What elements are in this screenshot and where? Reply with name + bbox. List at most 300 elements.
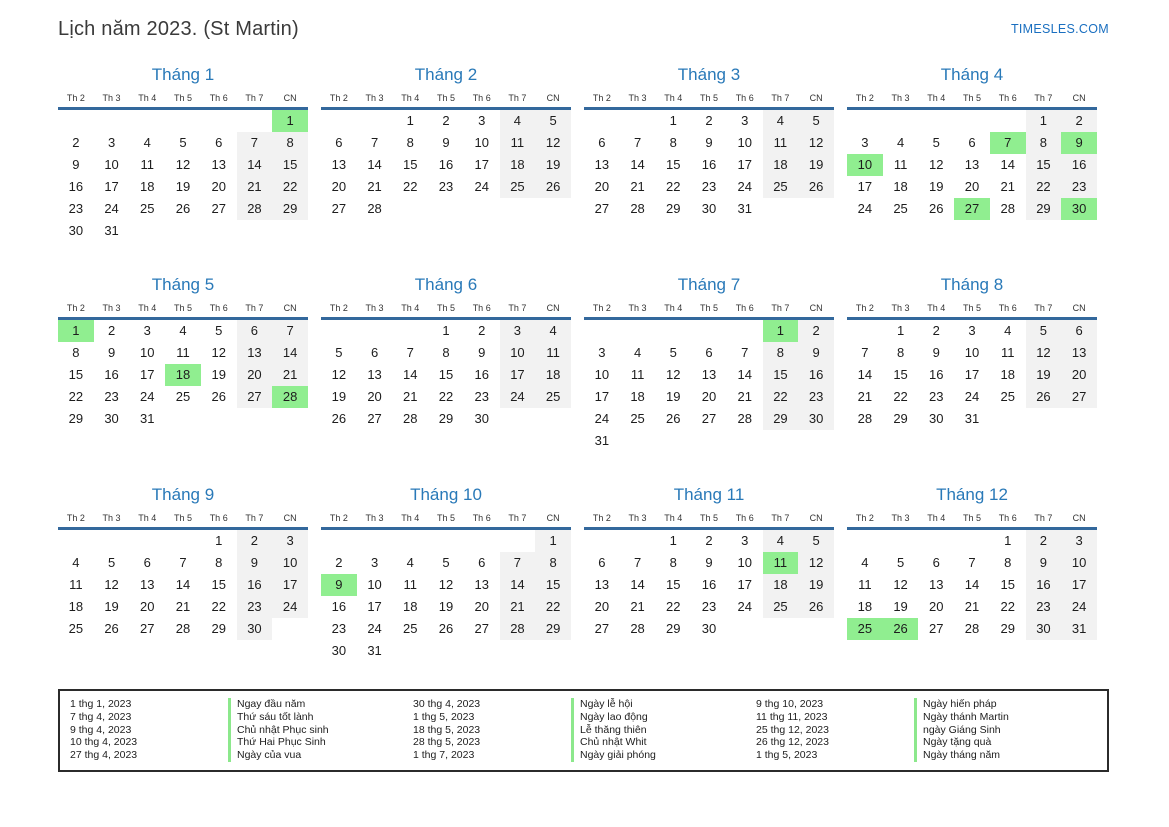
legend-date: 30 thg 4, 2023 xyxy=(413,698,481,710)
weekday-label: Th 7 xyxy=(771,513,790,523)
day-cell: 25 xyxy=(500,176,536,198)
month-days xyxy=(847,320,1097,430)
day-cell: 28 xyxy=(630,201,645,216)
weekday-label: Th 3 xyxy=(365,303,384,313)
day-cell xyxy=(392,320,428,342)
day-cell: 28 xyxy=(630,621,645,636)
day-cell: 4 xyxy=(72,555,80,570)
day-cell: 16 xyxy=(1026,574,1062,596)
weekday-label: Th 3 xyxy=(365,93,384,103)
weekday-label: Th 3 xyxy=(891,513,910,523)
weekday-label: Th 4 xyxy=(927,93,946,103)
weekday-label: Th 5 xyxy=(962,303,981,313)
day-cell xyxy=(954,530,990,552)
weekday-label: Th 6 xyxy=(735,303,754,313)
day-cell: 23 xyxy=(798,386,834,408)
day-cell: 12 xyxy=(798,552,834,574)
day-cell: 28 xyxy=(500,618,536,640)
day-cell: 9 xyxy=(932,345,940,360)
day-cell: 13 xyxy=(237,342,273,364)
day-cell: 21 xyxy=(1000,179,1015,194)
month-title: Tháng 1 xyxy=(151,65,215,84)
month-block xyxy=(58,65,308,242)
day-cell: 7 xyxy=(272,320,308,342)
day-cell: 19 xyxy=(535,154,571,176)
weekday-label: Th 6 xyxy=(998,303,1017,313)
month-block xyxy=(321,275,571,430)
day-cell: 16 xyxy=(1061,154,1097,176)
day-cell: 14 xyxy=(403,367,418,382)
day-cell: 7 xyxy=(406,345,414,360)
legend-dates-column xyxy=(413,698,571,762)
day-cell: 24 xyxy=(1061,596,1097,618)
day-cell: 14 xyxy=(630,577,645,592)
day-cell: 22 xyxy=(666,179,681,194)
day-cell xyxy=(620,530,656,552)
weekday-label: Th 6 xyxy=(998,513,1017,523)
day-cell: 3 xyxy=(370,555,379,570)
legend-label: Chủ nhật Phục sinh xyxy=(228,724,413,737)
day-cell: 1 xyxy=(272,110,308,132)
day-cell: 14 xyxy=(500,574,536,596)
day-cell: 3 xyxy=(741,533,749,548)
day-cell: 24 xyxy=(474,179,489,194)
month-days xyxy=(321,530,571,662)
weekday-label: Th 5 xyxy=(699,93,718,103)
day-cell: 25 xyxy=(763,176,799,198)
day-cell: 16 xyxy=(474,367,489,382)
day-cell: 8 xyxy=(272,132,308,154)
day-cell: 15 xyxy=(211,577,226,592)
day-cell: 7 xyxy=(990,132,1026,154)
weekday-label: Th 5 xyxy=(962,513,981,523)
weekday-label: Th 7 xyxy=(1034,93,1053,103)
legend-label: Ngày lao động xyxy=(571,711,756,724)
day-cell: 6 xyxy=(968,135,976,150)
day-cell: 27 xyxy=(594,201,610,216)
day-cell: 24 xyxy=(367,621,382,636)
day-cell: 10 xyxy=(104,157,119,172)
day-cell: 7 xyxy=(370,135,379,150)
weekday-label: Th 2 xyxy=(66,513,85,523)
day-cell xyxy=(357,110,393,132)
day-cell: 24 xyxy=(737,179,752,194)
day-cell xyxy=(584,110,620,132)
day-cell: 17 xyxy=(964,367,980,382)
day-cell: 17 xyxy=(594,389,610,404)
day-cell xyxy=(272,408,308,430)
day-cell xyxy=(883,530,919,552)
day-cell: 10 xyxy=(737,555,752,570)
day-cell xyxy=(94,530,130,552)
legend-date: 28 thg 5, 2023 xyxy=(413,736,481,749)
day-cell: 21 xyxy=(630,599,645,614)
day-cell: 10 xyxy=(140,345,155,360)
weekday-label: Th 2 xyxy=(592,303,611,313)
month-block xyxy=(847,485,1097,640)
weekday-label: Th 3 xyxy=(365,513,384,523)
day-cell: 14 xyxy=(1000,157,1015,172)
day-cell: 13 xyxy=(331,157,347,172)
day-cell: 19 xyxy=(438,599,454,614)
day-cell: 31 xyxy=(1061,618,1097,640)
day-cell: 8 xyxy=(669,555,677,570)
topbar xyxy=(58,18,1109,41)
month-days xyxy=(847,530,1097,640)
day-cell: 16 xyxy=(701,157,717,172)
day-cell: 9 xyxy=(705,555,713,570)
day-cell: 28 xyxy=(367,201,382,216)
day-cell: 29 xyxy=(1026,198,1062,220)
day-cell xyxy=(847,530,883,552)
day-cell: 15 xyxy=(272,154,308,176)
day-cell xyxy=(1061,408,1097,430)
weekday-label: Th 5 xyxy=(173,93,192,103)
day-cell: 2 xyxy=(107,323,116,338)
day-cell: 7 xyxy=(968,555,976,570)
legend-date: 10 thg 4, 2023 xyxy=(70,736,138,749)
weekday-label: Th 4 xyxy=(664,303,683,313)
legend-label: Ngày tháng năm xyxy=(914,749,1099,762)
day-cell: 18 xyxy=(857,599,873,614)
day-cell xyxy=(237,110,273,132)
weekday-label: Th 3 xyxy=(102,303,121,313)
day-cell: 26 xyxy=(883,618,919,640)
weekday-label: Th 7 xyxy=(508,93,527,103)
day-cell: 3 xyxy=(500,320,536,342)
day-cell xyxy=(763,618,799,640)
month-days xyxy=(58,530,308,640)
day-cell: 18 xyxy=(140,179,155,194)
day-cell: 8 xyxy=(215,555,223,570)
day-cell: 14 xyxy=(630,157,645,172)
day-cell: 29 xyxy=(763,408,799,430)
weekday-label: Th 7 xyxy=(245,513,264,523)
day-cell: 22 xyxy=(1026,176,1062,198)
legend-labels-column xyxy=(228,698,413,762)
day-cell: 22 xyxy=(535,596,571,618)
weekday-label: CN xyxy=(1072,513,1086,523)
day-cell: 26 xyxy=(535,176,571,198)
month-block xyxy=(584,65,834,220)
day-cell: 20 xyxy=(594,179,610,194)
day-cell: 18 xyxy=(763,154,799,176)
legend-group xyxy=(413,698,756,762)
day-cell: 2 xyxy=(1026,530,1062,552)
day-cell: 30 xyxy=(104,411,119,426)
day-cell xyxy=(392,198,428,220)
weekday-label: Th 3 xyxy=(891,303,910,313)
weekday-label: Th 3 xyxy=(102,513,121,523)
weekday-label: Th 5 xyxy=(173,513,192,523)
legend-group xyxy=(70,698,413,762)
day-cell: 7 xyxy=(179,555,187,570)
month-days xyxy=(847,110,1097,220)
day-cell: 21 xyxy=(964,599,980,614)
weekday-label: Th 2 xyxy=(66,93,85,103)
day-cell: 18 xyxy=(165,364,201,386)
day-cell: 31 xyxy=(104,223,119,238)
weekday-label: Th 3 xyxy=(102,93,121,103)
day-cell xyxy=(129,110,165,132)
weekday-label: Th 2 xyxy=(855,303,874,313)
day-cell: 4 xyxy=(763,530,799,552)
legend-group xyxy=(756,698,1099,762)
day-cell: 25 xyxy=(68,621,84,636)
legend-date: 1 thg 1, 2023 xyxy=(70,698,132,710)
day-cell: 5 xyxy=(798,530,834,552)
day-cell: 19 xyxy=(175,179,191,194)
weekday-label: Th 6 xyxy=(209,93,228,103)
day-cell: 25 xyxy=(630,411,645,426)
day-cell: 27 xyxy=(140,621,155,636)
month-title: Tháng 6 xyxy=(414,275,478,294)
day-cell: 12 xyxy=(666,367,681,382)
day-cell xyxy=(272,220,308,242)
weekday-label: CN xyxy=(1072,303,1086,313)
day-cell xyxy=(990,408,1026,430)
day-cell: 4 xyxy=(861,555,869,570)
day-cell: 4 xyxy=(406,555,414,570)
month-days xyxy=(58,110,308,242)
day-cell: 28 xyxy=(1000,201,1015,216)
day-cell: 28 xyxy=(175,621,191,636)
day-cell: 26 xyxy=(438,621,454,636)
weekday-row xyxy=(321,513,571,530)
legend-dates-column xyxy=(756,698,914,762)
day-cell: 11 xyxy=(630,367,645,382)
day-cell: 20 xyxy=(367,389,382,404)
day-cell: 29 xyxy=(666,621,681,636)
day-cell: 10 xyxy=(847,154,883,176)
day-cell: 5 xyxy=(107,555,116,570)
weekday-row xyxy=(847,93,1097,110)
day-cell: 16 xyxy=(438,157,454,172)
day-cell: 1 xyxy=(669,113,677,128)
day-cell: 24 xyxy=(104,201,119,216)
day-cell xyxy=(464,198,500,220)
weekday-label: CN xyxy=(546,303,560,313)
day-cell: 26 xyxy=(104,621,119,636)
day-cell: 17 xyxy=(737,157,752,172)
month-title: Tháng 7 xyxy=(677,275,741,294)
weekday-row xyxy=(58,303,308,320)
month-days xyxy=(321,110,571,220)
day-cell: 29 xyxy=(272,198,308,220)
weekday-label: Th 3 xyxy=(628,303,647,313)
weekday-label: Th 4 xyxy=(401,513,420,523)
weekday-label: Th 7 xyxy=(508,513,527,523)
day-cell: 29 xyxy=(68,411,84,426)
day-cell: 21 xyxy=(367,179,382,194)
day-cell xyxy=(691,320,727,342)
day-cell: 23 xyxy=(701,179,717,194)
day-cell: 30 xyxy=(701,201,717,216)
day-cell: 11 xyxy=(176,345,190,360)
day-cell: 13 xyxy=(367,367,382,382)
day-cell: 21 xyxy=(630,179,645,194)
day-cell: 5 xyxy=(215,323,223,338)
day-cell: 25 xyxy=(847,618,883,640)
day-cell: 22 xyxy=(893,389,908,404)
day-cell: 21 xyxy=(175,599,191,614)
day-cell: 26 xyxy=(175,201,191,216)
weekday-label: CN xyxy=(283,513,297,523)
day-cell: 29 xyxy=(893,411,908,426)
day-cell: 26 xyxy=(666,411,681,426)
weekday-label: Th 2 xyxy=(855,513,874,523)
day-cell: 4 xyxy=(500,110,536,132)
day-cell: 22 xyxy=(68,389,84,404)
day-cell xyxy=(165,530,201,552)
day-cell: 8 xyxy=(535,552,571,574)
weekday-row xyxy=(58,513,308,530)
day-cell: 1 xyxy=(1004,533,1012,548)
day-cell: 31 xyxy=(737,201,752,216)
month-title: Tháng 2 xyxy=(414,65,478,84)
day-cell: 14 xyxy=(237,154,273,176)
legend-date: 1 thg 7, 2023 xyxy=(413,749,475,762)
day-cell: 21 xyxy=(403,389,418,404)
day-cell: 28 xyxy=(737,411,752,426)
day-cell: 1 xyxy=(763,320,799,342)
day-cell: 5 xyxy=(669,345,677,360)
day-cell: 12 xyxy=(1026,342,1062,364)
day-cell: 10 xyxy=(500,342,536,364)
day-cell: 8 xyxy=(669,135,677,150)
day-cell: 25 xyxy=(535,386,571,408)
day-cell: 20 xyxy=(474,599,489,614)
day-cell: 11 xyxy=(1000,345,1015,360)
weekday-row xyxy=(584,303,834,320)
day-cell: 9 xyxy=(798,342,834,364)
day-cell xyxy=(464,640,500,662)
day-cell: 1 xyxy=(535,530,571,552)
page-title: Lịch năm 2023. (St Martin) xyxy=(58,18,299,40)
day-cell: 16 xyxy=(798,364,834,386)
day-cell: 24 xyxy=(594,411,610,426)
weekday-label: Th 7 xyxy=(245,303,264,313)
legend-label: Thứ Hai Phục Sinh xyxy=(228,736,413,749)
day-cell xyxy=(165,220,201,242)
day-cell xyxy=(584,530,620,552)
day-cell: 12 xyxy=(798,132,834,154)
day-cell: 9 xyxy=(478,345,486,360)
day-cell: 21 xyxy=(237,176,273,198)
day-cell: 30 xyxy=(1026,618,1062,640)
day-cell: 11 xyxy=(763,132,799,154)
day-cell: 25 xyxy=(175,389,191,404)
legend-label: Lễ thăng thiên xyxy=(571,724,756,737)
day-cell: 25 xyxy=(140,201,155,216)
day-cell: 28 xyxy=(237,198,273,220)
weekday-label: Th 4 xyxy=(927,513,946,523)
day-cell: 26 xyxy=(798,596,834,618)
weekday-row xyxy=(321,303,571,320)
day-cell xyxy=(847,110,883,132)
day-cell: 7 xyxy=(633,135,642,150)
day-cell: 18 xyxy=(763,574,799,596)
weekday-label: Th 7 xyxy=(1034,303,1053,313)
day-cell xyxy=(1026,408,1062,430)
day-cell: 12 xyxy=(535,132,571,154)
weekday-row xyxy=(321,93,571,110)
day-cell: 25 xyxy=(763,596,799,618)
day-cell xyxy=(464,530,500,552)
day-cell: 10 xyxy=(272,552,308,574)
month-title: Tháng 9 xyxy=(151,485,215,504)
day-cell: 7 xyxy=(237,132,273,154)
day-cell: 28 xyxy=(272,386,308,408)
day-cell: 27 xyxy=(1061,386,1097,408)
day-cell: 19 xyxy=(666,389,681,404)
legend-dates-column xyxy=(70,698,228,762)
day-cell: 2 xyxy=(705,533,713,548)
weekday-label: Th 6 xyxy=(735,93,754,103)
day-cell xyxy=(954,110,990,132)
day-cell: 19 xyxy=(893,599,908,614)
day-cell: 3 xyxy=(861,135,869,150)
site-link[interactable]: TIMESLES.COM xyxy=(1010,22,1109,36)
day-cell: 30 xyxy=(331,643,347,658)
day-cell: 28 xyxy=(403,411,418,426)
day-cell xyxy=(392,640,428,662)
weekday-label: Th 4 xyxy=(138,303,157,313)
day-cell: 12 xyxy=(893,577,908,592)
day-cell: 10 xyxy=(594,367,610,382)
day-cell: 30 xyxy=(474,411,489,426)
weekday-label: Th 5 xyxy=(436,303,455,313)
weekday-label: Th 4 xyxy=(138,513,157,523)
day-cell: 20 xyxy=(1061,364,1097,386)
day-cell: 18 xyxy=(403,599,418,614)
day-cell: 15 xyxy=(666,157,681,172)
day-cell: 6 xyxy=(932,555,940,570)
day-cell: 2 xyxy=(335,555,343,570)
day-cell xyxy=(883,110,919,132)
day-cell: 12 xyxy=(929,157,944,172)
month-block xyxy=(584,275,834,452)
month-block xyxy=(584,485,834,640)
day-cell xyxy=(584,320,620,342)
weekday-label: Th 6 xyxy=(998,93,1017,103)
day-cell: 3 xyxy=(272,530,308,552)
day-cell: 13 xyxy=(1061,342,1097,364)
weekday-label: Th 4 xyxy=(664,513,683,523)
legend-date: 9 thg 10, 2023 xyxy=(756,698,824,710)
day-cell: 26 xyxy=(1026,386,1062,408)
day-cell: 4 xyxy=(896,135,905,150)
day-cell: 13 xyxy=(964,157,980,172)
legend-label: Ngay đầu năm xyxy=(228,698,413,711)
day-cell xyxy=(94,110,130,132)
weekday-label: Th 4 xyxy=(401,93,420,103)
day-cell: 9 xyxy=(107,345,116,360)
day-cell: 20 xyxy=(140,599,155,614)
day-cell: 16 xyxy=(929,367,944,382)
weekday-label: Th 6 xyxy=(472,513,491,523)
day-cell: 23 xyxy=(104,389,119,404)
day-cell: 27 xyxy=(474,621,489,636)
day-cell: 31 xyxy=(594,433,610,448)
day-cell xyxy=(918,110,954,132)
day-cell: 28 xyxy=(964,621,980,636)
weekday-label: Th 7 xyxy=(1034,513,1053,523)
day-cell: 18 xyxy=(893,179,908,194)
day-cell: 30 xyxy=(68,223,84,238)
day-cell: 5 xyxy=(798,110,834,132)
day-cell: 3 xyxy=(107,135,116,150)
